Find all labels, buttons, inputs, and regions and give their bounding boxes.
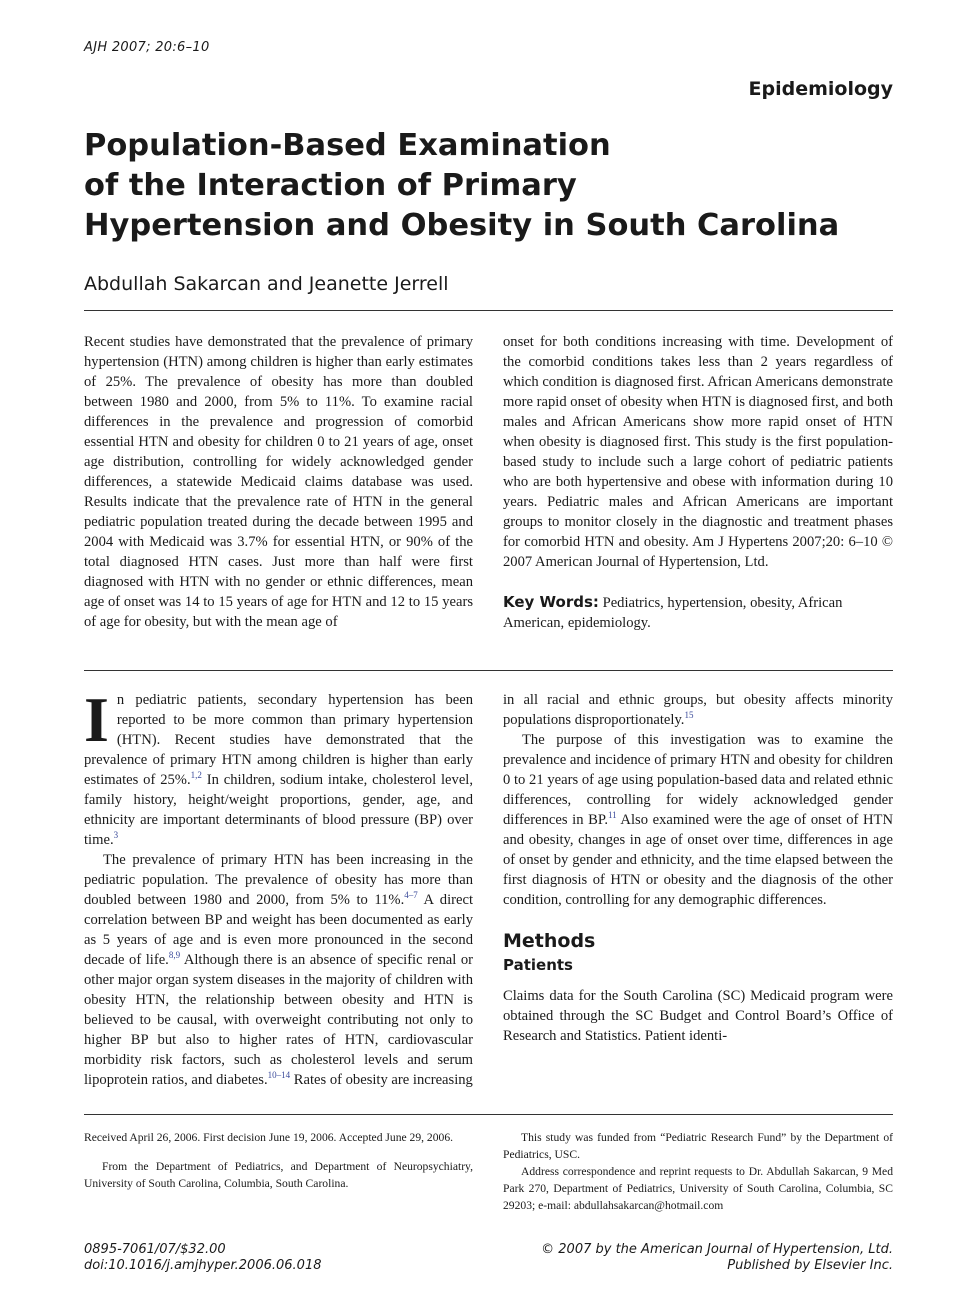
body-text: A direct correlation between BP and weight has been documented as early as 5 years of age and is even more pronounced in the second decade of life. xyxy=(84,892,473,968)
copyright: © 2007 by the American Journal of Hypertension, Ltd. xyxy=(541,1242,893,1257)
article-title xyxy=(84,126,884,246)
citation-link[interactable]: 10–14 xyxy=(267,1070,291,1080)
footnotes-right xyxy=(503,1129,893,1214)
body-paragraph xyxy=(503,730,893,910)
methods-heading: Methods xyxy=(503,930,596,952)
divider xyxy=(84,310,893,311)
footer-right xyxy=(541,1242,893,1274)
body-text: Also examined were the age of onset of HTN and obesity, changes in age of onset over time, differences in age of onset by gender and ethnicity, and the time elapsed between the first diagnosis of HTN or obesity and the diagnosis of the other condition, controlling for any demographic differences. xyxy=(503,812,893,908)
keywords-label: Key Words: xyxy=(503,593,599,611)
citation-link[interactable]: 1,2 xyxy=(190,770,202,780)
footer-left xyxy=(84,1242,322,1274)
body-paragraph xyxy=(84,684,473,850)
body-text: In children, sodium intake, cholesterol level, family history, height/weight proportions, gender, age, and ethnicity are important determinants of blood pressure (BP) over time. xyxy=(84,772,473,848)
keywords xyxy=(503,592,893,633)
body-text: n pediatric patients, secondary hypertension has been reported to be more common than primary hypertension (HTN). Recent studies have demonstrated that the prevalence of primary HTN among children is higher than early estimates of 25%. xyxy=(84,692,473,788)
body-text: Rates of obesity are increasing xyxy=(290,1072,473,1088)
journal-reference: AJH 2007; 20:6–10 xyxy=(84,40,210,55)
divider xyxy=(84,1114,893,1115)
citation-link[interactable]: 3 xyxy=(113,830,119,840)
divider xyxy=(84,670,893,671)
continuation xyxy=(503,690,893,730)
publisher: Published by Elsevier Inc. xyxy=(727,1258,893,1273)
title-line: of the Interaction of Primary xyxy=(84,168,577,203)
patients-heading: Patients xyxy=(503,956,573,974)
body-right-column xyxy=(503,730,893,1046)
body-paragraph: Claims data for the South Carolina (SC) Medicaid program were obtained through the SC Budget and Control Board’s Office of Research and Statistics. Patient identi- xyxy=(503,988,893,1044)
issn: 0895-7061/07/$32.00 xyxy=(84,1242,226,1257)
abstract-left-column xyxy=(84,332,473,632)
body-text: The purpose of this investigation was to examine the prevalence and incidence of primary HTN and obesity for children 0 to 21 years of age using population-based data and related ethnic differences, controlling for widely acknowledged gender differences in BP. xyxy=(503,732,893,828)
title-line: Hypertension and Obesity in South Carolina xyxy=(84,208,840,243)
drop-cap: I xyxy=(84,684,109,755)
citation-link[interactable]: 15 xyxy=(684,710,694,720)
abstract-text: Recent studies have demonstrated that the prevalence of primary hypertension (HTN) among children is higher than early estimates of 25%. The prevalence of obesity has more than doubled between 1980 and 2000, from 5% to 11%. To examine racial differences in the prevalence and progression of comorbid essential HTN and obesity for children 0 to 21 years of age, onset age distribution, controlling for widely acknowledged gender differences, a statewide Medicaid claims database was used. Results indicate that the prevalence rate of HTN in the general pediatric population treated during the decade between 1995 and 2004 with Medicaid was 3.7% for essential HTN, or 90% of the total diagnosed HTN cases. Just more than half were first diagnosed with HTN with no gender or ethnic differences, mean age of onset was 14 to 15 years of age for HTN and 12 to 15 years of age for obesity, but with the mean age of xyxy=(84,334,473,630)
keywords-list: Pediatrics, hypertension, obesity, African American, epidemiology. xyxy=(503,595,843,631)
title-line: Population-Based Examination xyxy=(84,128,611,163)
footnotes-left xyxy=(84,1129,473,1192)
author-list: Abdullah Sakarcan and Jeanette Jerrell xyxy=(84,273,449,295)
doi[interactable]: doi:10.1016/j.amjhyper.2006.06.018 xyxy=(84,1258,322,1273)
body-text: in all racial and ethnic groups, but obesity affects minority populations disproportionately. xyxy=(503,692,893,728)
affiliation-note: From the Department of Pediatrics, and Department of Neuropsychiatry, University of South Carolina, Columbia, South Carolina. xyxy=(84,1160,473,1190)
body-paragraph xyxy=(503,690,893,730)
body-left-column xyxy=(84,684,473,1090)
citation-link[interactable]: 8,9 xyxy=(168,950,181,960)
body-text: The prevalence of primary HTN has been increasing in the pediatric population. The prevalence of obesity has more than doubled between 1980 and 2000, from 5% to 11%. xyxy=(84,852,473,908)
citation-link[interactable]: 4–7 xyxy=(404,890,418,900)
body-text: Although there is an absence of specific renal or other major organ system diseases in the majority of children with obesity HTN, the relationship between obesity and HTN is believed to be causal, with overweight contributing not only to higher BP but also to higher rates of HTN, cardiovascular morbidity risk factors, such as cholesterol levels and serum lipoprotein ratios, and diabetes. xyxy=(84,952,473,1088)
funding-note: This study was funded from “Pediatric Research Fund” by the Department of Pediatrics, USC. xyxy=(503,1131,893,1161)
abstract-text: onset for both conditions increasing with time. Development of the comorbid conditions takes less than 2 years regardless of which condition is diagnosed first. African Americans demonstrate more rapid onset of obesity when HTN is diagnosed first, and both males and African Americans show more rapid onset of HTN when obesity is diagnosed first. This study is the first population-based study to include such a large cohort of pediatric patients who are both hypertensive and obese with information during 10 years. Pediatric males and African Americans are important groups to monitor closely in the diagnostic and treatment phases for comorbid HTN and obesity. Am J Hypertens 2007;20: 6–10 © 2007 American Journal of Hypertension, Ltd. xyxy=(503,334,893,570)
correspondence-note: Address correspondence and reprint requests to Dr. Abdullah Sakarcan, 9 Med Park 270, Department of Pediatrics, University of South Carolina, Columbia, SC 29203; e-mail: abdullahsakarcan@hotmail.com xyxy=(503,1165,893,1212)
section-label: Epidemiology xyxy=(748,78,893,100)
abstract-right-column xyxy=(503,332,893,633)
body-paragraph xyxy=(84,850,473,1090)
received-dates: Received April 26, 2006. First decision June 19, 2006. Accepted June 29, 2006. xyxy=(84,1131,454,1144)
citation-link[interactable]: 11 xyxy=(607,810,617,820)
